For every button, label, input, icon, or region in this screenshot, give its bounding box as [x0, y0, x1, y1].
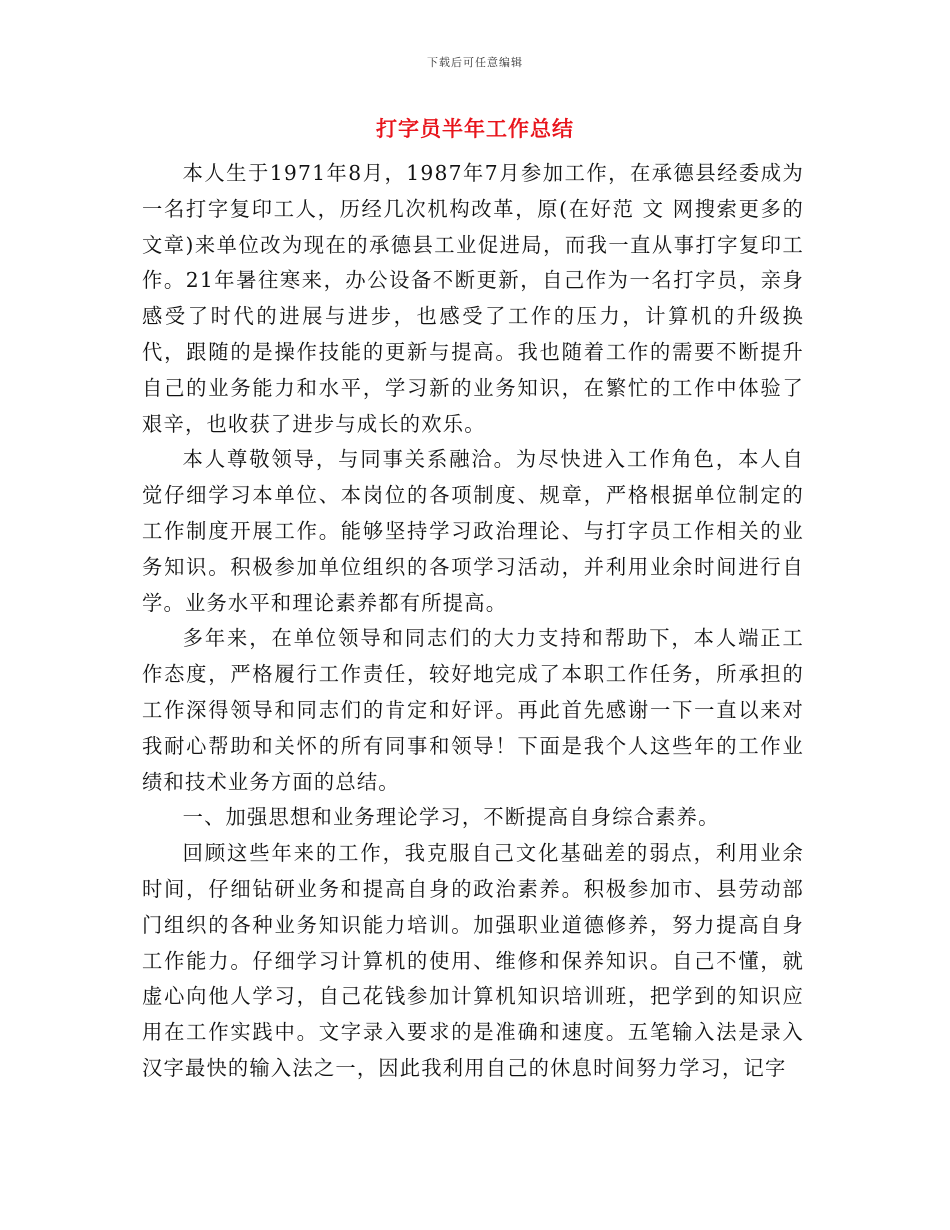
paragraph-intro: 本人生于1971年8月，1987年7月参加工作，在承德县经委成为一名打字复印工人，历经几次机构改革，原(在好范 文 网搜索更多的文章)来单位改为现在的承德县工业促进局，而我一直从事打字复印工作。21年暑往寒来，办公设备不断更新，自己作为一名打字员，亲身感受了时代的进展与进步，也感受了工作的压力，计算机的升级换代，跟随的是操作技能的更新与提高。我也随着工作的需要不断提升自己的业务能力和水平，学习新的业务知识，在繁忙的工作中体验了艰辛，也收获了进步与成长的欢乐。	[142, 161, 804, 436]
paragraph-review: 回顾这些年来的工作，我克服自己文化基础差的弱点，利用业余时间，仔细钻研业务和提高自身的政治素养。积极参加市、县劳动部门组织的各种业务知识能力培训。加强职业道德修养，努力提高自身工作能力。仔细学习计算机的使用、维修和保养知识。自己不懂，就虚心向他人学习，自己花钱参加计算机知识培训班，把学到的知识应用在工作实践中。文字录入要求的是准确和速度。五笔输入法是录入汉字最快的输入法之一，因此我利用自己的休息时间努力学习，记字	[142, 841, 804, 1080]
section-heading-1: 一、加强思想和业务理论学习，不断提高自身综合素养。	[182, 805, 720, 830]
header-note: 下载后可任意编辑	[427, 56, 523, 69]
document-title: 打字员半年工作总结	[376, 117, 574, 141]
document-body	[142, 156, 804, 1087]
paragraph-attitude: 本人尊敬领导，与同事关系融洽。为尽快进入工作角色，本人自觉仔细学习本单位、本岗位的各项制度、规章，严格根据单位制定的工作制度开展工作。能够坚持学习政治理论、与打字员工作相关的业务知识。积极参加单位组织的各项学习活动，并利用业余时间进行自学。业务水平和理论素养都有所提高。	[142, 447, 804, 615]
paragraph-thanks: 多年来，在单位领导和同志们的大力支持和帮助下，本人端正工作态度，严格履行工作责任，较好地完成了本职工作任务，所承担的工作深得领导和同志们的肯定和好评。再此首先感谢一下一直以来对我耐心帮助和关怀的所有同事和领导！下面是我个人这些年的工作业绩和技术业务方面的总结。	[142, 626, 804, 794]
